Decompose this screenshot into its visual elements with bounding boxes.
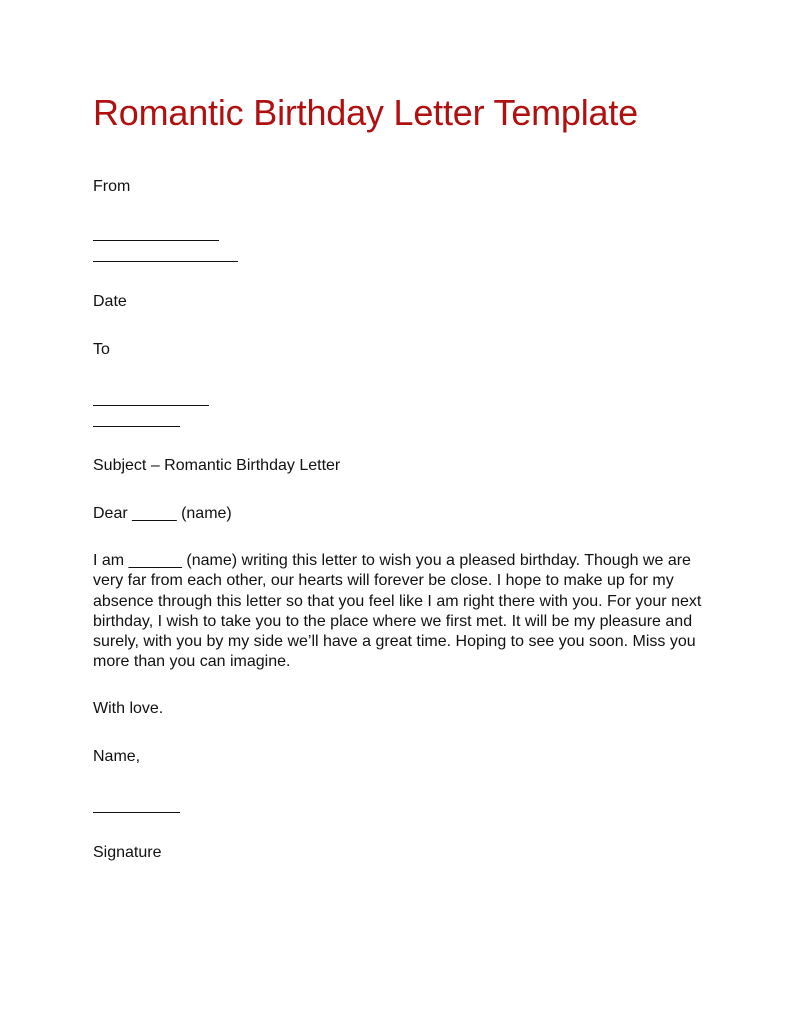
signature-blank-line [93,812,180,813]
to-blank-line-1 [93,405,209,406]
letter-body: I am ______ (name) writing this letter to wish you a pleased birthday. Though we are very far from each other, our hearts will forever be close. I hope to make up for my absence through this letter so that you feel like I am right there with you. For your next birthday, I wish to take you to the place where we first met. It will be my pleasure and surely, with you by my side we’ll have a great time. Hoping to see you soon. Miss you more than you can imagine. [93,552,702,671]
to-label: To [93,341,110,358]
from-blank-line-2 [93,261,238,262]
salutation: Dear _____ (name) [93,505,232,522]
name-label: Name, [93,748,141,765]
document-title: Romantic Birthday Letter Template [93,92,639,133]
date-label: Date [93,293,127,310]
subject-line: Subject – Romantic Birthday Letter [93,457,341,474]
to-blank-line-2 [93,426,180,427]
from-label: From [93,178,131,195]
signature-label: Signature [93,844,162,861]
closing: With love. [93,700,164,717]
from-blank-line-1 [93,240,219,241]
